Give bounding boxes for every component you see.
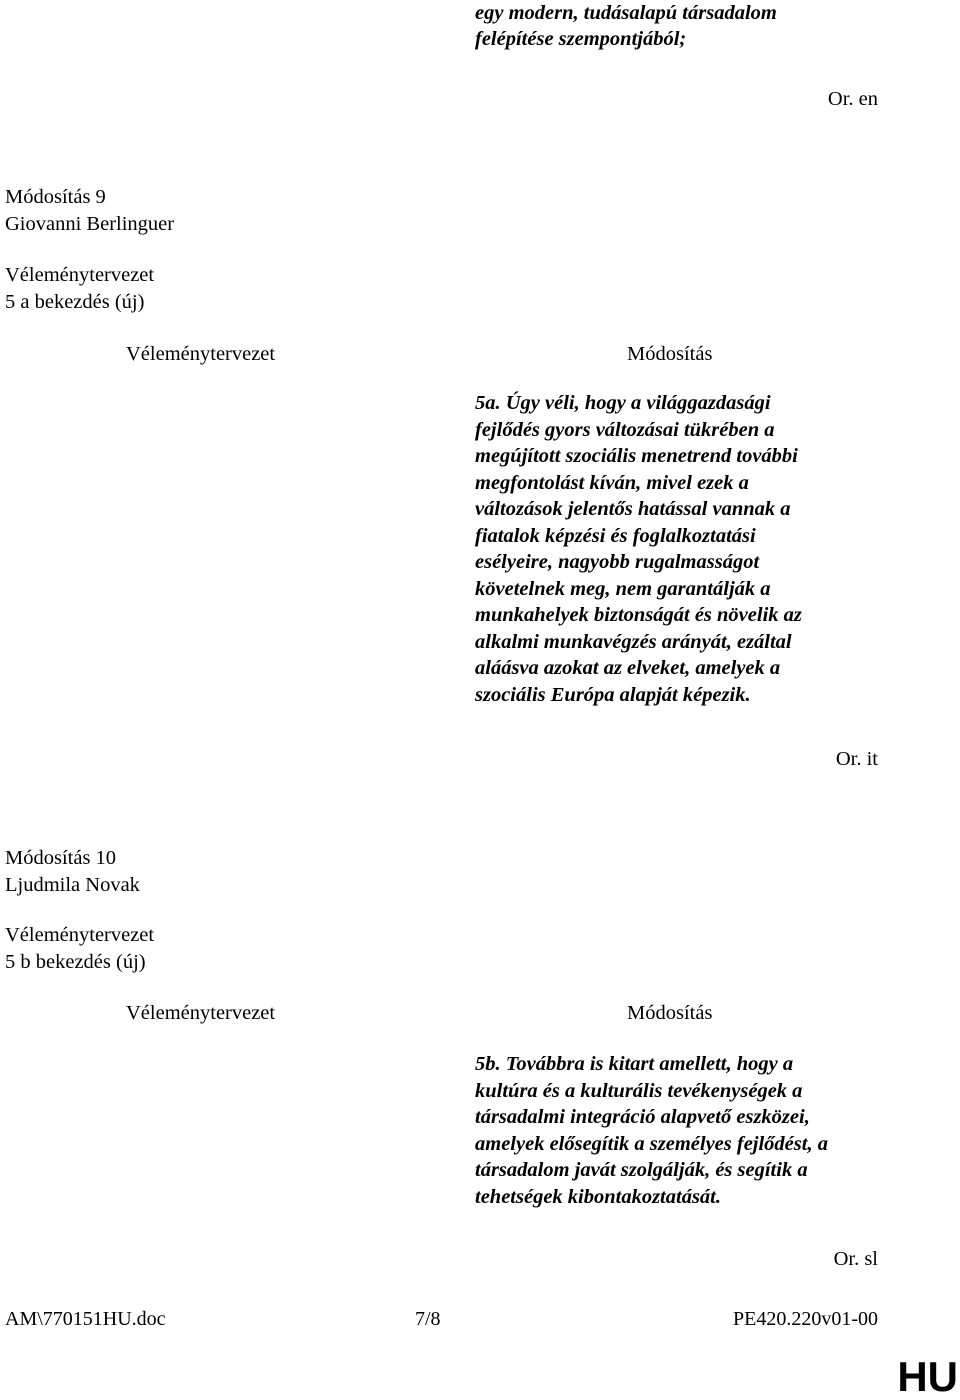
continuation-line-2: felépítése szempontjából; [475, 28, 687, 50]
amendment-author: Ljudmila Novak [5, 874, 140, 896]
right-column-header: Módosítás [627, 1002, 713, 1024]
text-line: követelnek meg, nem garantálják a [475, 577, 771, 600]
text-line: esélyeire, nagyobb rugalmasságot [475, 551, 760, 573]
language-code: HU [897, 1353, 958, 1400]
amendment-number: Módosítás 10 [5, 847, 117, 869]
left-column-header: Véleménytervezet [126, 343, 276, 365]
text-line: amelyek elősegítik a személyes fejlődést, a [475, 1132, 828, 1155]
left-column-header: Véleménytervezet [126, 1002, 276, 1024]
amendment-paragraph: 5 b bekezdés (új) [5, 951, 146, 973]
amendment-text [475, 390, 915, 708]
page-number: 7/8 [415, 1308, 441, 1330]
text-line: munkahelyek biztonságát és növelik az [475, 604, 802, 626]
amendment-paragraph: 5 a bekezdés (új) [5, 291, 145, 313]
text-line: szociális Európa alapját képezik. [475, 683, 751, 706]
right-column-header: Módosítás [627, 343, 713, 365]
text-line: változások jelentős hatással vannak a [475, 498, 791, 520]
text-line: alkalmi munkavégzés arányát, ezáltal [475, 630, 792, 653]
original-language-note: Or. it [835, 748, 878, 770]
original-language-note: Or. en [827, 88, 878, 110]
amendment-author: Giovanni Berlinguer [5, 213, 175, 235]
text-line: fejlődés gyors változásai tükrében a [475, 418, 775, 441]
text-line: tehetségek kibontakoztatását. [475, 1185, 721, 1208]
amendment-text [475, 1051, 915, 1210]
text-line: fiatalok képzési és foglalkoztatási [475, 524, 756, 547]
text-line: megfontolást kíván, mivel ezek a [475, 471, 749, 494]
text-line: kultúra és a kulturális tevékenységek a [475, 1079, 803, 1102]
text-line: társadalom javát szolgálják, és segítik a [475, 1159, 808, 1181]
amendment-number: Módosítás 9 [5, 186, 106, 208]
pe-reference: PE420.220v01-00 [733, 1308, 878, 1330]
text-line: társadalmi integráció alapvető eszközei, [475, 1106, 810, 1128]
amendment-document: Véleménytervezet [5, 924, 155, 946]
text-line: aláásva azokat az elveket, amelyek a [475, 657, 781, 679]
original-language-note: Or. sl [833, 1248, 878, 1270]
amendment-document: Véleménytervezet [5, 264, 155, 286]
text-line: 5a. Úgy véli, hogy a világgazdasági [475, 392, 771, 414]
continuation-line-1: egy modern, tudásalapú társadalom [475, 2, 777, 24]
text-line: 5b. Továbbra is kitart amellett, hogy a [475, 1053, 794, 1075]
document-reference: AM\770151HU.doc [5, 1308, 166, 1330]
text-line: megújított szociális menetrend további [475, 445, 798, 467]
